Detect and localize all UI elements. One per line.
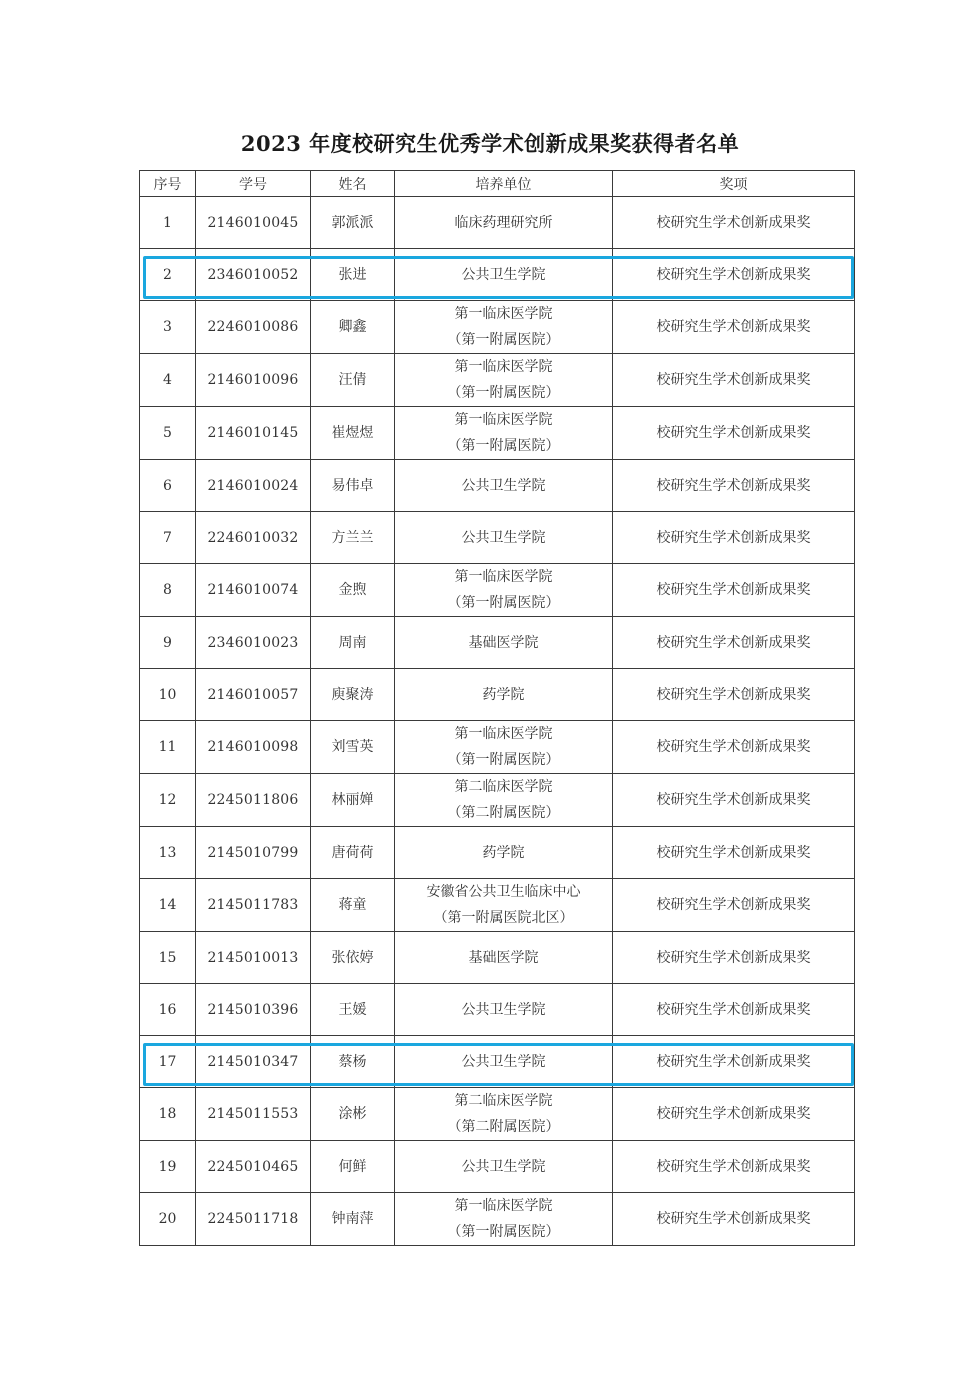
- training-unit-line: 公共卫生学院: [461, 1158, 546, 1175]
- student-name-cell: 蔡杨: [311, 1036, 395, 1088]
- table-row: [140, 984, 855, 1036]
- table-row: [140, 879, 855, 932]
- row-number-cell: 1: [140, 197, 196, 249]
- student-name-cell: 张依婷: [311, 932, 395, 984]
- row-number-cell: 18: [140, 1088, 196, 1141]
- row-number-cell: 20: [140, 1193, 196, 1246]
- training-unit-line: 第二临床医学院: [454, 779, 553, 795]
- student-id-cell: 2246010086: [196, 301, 311, 354]
- table-row: [140, 249, 855, 301]
- training-unit-cell: [395, 249, 613, 301]
- student-name-cell: 刘雪英: [311, 721, 395, 774]
- student-name-cell: 周南: [311, 617, 395, 669]
- row-number-cell: 9: [140, 617, 196, 669]
- student-id-cell: 2145011783: [196, 879, 311, 932]
- award-table: [139, 170, 855, 1246]
- training-unit-line: （第一附属医院北区）: [433, 910, 574, 926]
- training-unit-cell: [395, 827, 613, 879]
- award-cell: 校研究生学术创新成果奖: [613, 1088, 855, 1141]
- table-row: [140, 354, 855, 407]
- training-unit-line: （第一附属医院）: [447, 1224, 560, 1240]
- training-unit-cell: [395, 407, 613, 460]
- student-id-cell: 2245011718: [196, 1193, 311, 1246]
- student-name-cell: 庾聚涛: [311, 669, 395, 721]
- award-cell: 校研究生学术创新成果奖: [613, 512, 855, 564]
- table-row: [140, 1036, 855, 1088]
- award-cell: 校研究生学术创新成果奖: [613, 1036, 855, 1088]
- row-number-cell: 13: [140, 827, 196, 879]
- table-row: [140, 512, 855, 564]
- training-unit-cell: [395, 879, 613, 932]
- student-id-cell: 2246010032: [196, 512, 311, 564]
- student-id-cell: 2245010465: [196, 1141, 311, 1193]
- student-id-cell: 2146010145: [196, 407, 311, 460]
- award-cell: 校研究生学术创新成果奖: [613, 721, 855, 774]
- training-unit-cell: [395, 1036, 613, 1088]
- training-unit-line: （第二附属医院）: [447, 805, 560, 821]
- training-unit-cell: [395, 512, 613, 564]
- table-row: [140, 1141, 855, 1193]
- training-unit-line: 公共卫生学院: [461, 477, 546, 494]
- row-number-cell: 10: [140, 669, 196, 721]
- header-student-id: 学号: [196, 171, 311, 197]
- student-name-cell: 金煦: [311, 564, 395, 617]
- student-name-cell: 郭派派: [311, 197, 395, 249]
- document-title: 2023 年度校研究生优秀学术创新成果奖获得者名单: [240, 131, 740, 156]
- row-number-cell: 3: [140, 301, 196, 354]
- training-unit-cell: [395, 354, 613, 407]
- student-id-cell: 2146010074: [196, 564, 311, 617]
- training-unit-line: （第二附属医院）: [447, 1119, 560, 1135]
- training-unit-cell: [395, 301, 613, 354]
- training-unit-line: 第一临床医学院: [454, 412, 553, 428]
- student-name-cell: 唐荷荷: [311, 827, 395, 879]
- award-cell: 校研究生学术创新成果奖: [613, 932, 855, 984]
- training-unit-line: （第一附属医院）: [447, 438, 560, 454]
- row-number-cell: 17: [140, 1036, 196, 1088]
- training-unit-cell: [395, 564, 613, 617]
- student-id-cell: 2146010096: [196, 354, 311, 407]
- student-name-cell: 钟南萍: [311, 1193, 395, 1246]
- award-cell: 校研究生学术创新成果奖: [613, 249, 855, 301]
- student-id-cell: 2146010024: [196, 460, 311, 512]
- student-name-cell: 何鲜: [311, 1141, 395, 1193]
- training-unit-line: 药学院: [482, 844, 525, 861]
- student-name-cell: 崔煜煜: [311, 407, 395, 460]
- row-number-cell: 19: [140, 1141, 196, 1193]
- training-unit-cell: [395, 1193, 613, 1246]
- student-id-cell: 2145010396: [196, 984, 311, 1036]
- training-unit-line: （第一附属医院）: [447, 595, 560, 611]
- table-header-row: [140, 171, 855, 197]
- student-name-cell: 王媛: [311, 984, 395, 1036]
- table-row: [140, 301, 855, 354]
- row-number-cell: 11: [140, 721, 196, 774]
- student-name-cell: 涂彬: [311, 1088, 395, 1141]
- header-award: 奖项: [613, 171, 855, 197]
- student-id-cell: 2146010057: [196, 669, 311, 721]
- award-cell: 校研究生学术创新成果奖: [613, 564, 855, 617]
- row-number-cell: 4: [140, 354, 196, 407]
- student-id-cell: 2146010045: [196, 197, 311, 249]
- training-unit-line: 第二临床医学院: [454, 1093, 553, 1109]
- training-unit-line: 公共卫生学院: [461, 1001, 546, 1018]
- training-unit-line: 公共卫生学院: [461, 266, 546, 283]
- table-row: [140, 774, 855, 827]
- training-unit-line: 基础医学院: [468, 634, 539, 651]
- award-cell: 校研究生学术创新成果奖: [613, 617, 855, 669]
- student-name-cell: 汪倩: [311, 354, 395, 407]
- award-cell: 校研究生学术创新成果奖: [613, 984, 855, 1036]
- training-unit-line: 临床药理研究所: [454, 214, 553, 231]
- training-unit-cell: [395, 774, 613, 827]
- student-id-cell: 2145011553: [196, 1088, 311, 1141]
- table-row: [140, 460, 855, 512]
- award-cell: 校研究生学术创新成果奖: [613, 774, 855, 827]
- training-unit-cell: [395, 721, 613, 774]
- row-number-cell: 16: [140, 984, 196, 1036]
- student-id-cell: 2145010347: [196, 1036, 311, 1088]
- row-number-cell: 12: [140, 774, 196, 827]
- training-unit-line: 公共卫生学院: [461, 1053, 546, 1070]
- header-name: 姓名: [311, 171, 395, 197]
- student-id-cell: 2245011806: [196, 774, 311, 827]
- student-name-cell: 方兰兰: [311, 512, 395, 564]
- training-unit-cell: [395, 1141, 613, 1193]
- table-row: [140, 721, 855, 774]
- training-unit-line: （第一附属医院）: [447, 752, 560, 768]
- header-no: 序号: [140, 171, 196, 197]
- student-name-cell: 张进: [311, 249, 395, 301]
- award-cell: 校研究生学术创新成果奖: [613, 301, 855, 354]
- table-row: [140, 407, 855, 460]
- training-unit-line: （第一附属医院）: [447, 385, 560, 401]
- training-unit-line: 安徽省公共卫生临床中心: [426, 884, 581, 900]
- row-number-cell: 2: [140, 249, 196, 301]
- table-row: [140, 827, 855, 879]
- row-number-cell: 8: [140, 564, 196, 617]
- table-row: [140, 932, 855, 984]
- row-number-cell: 5: [140, 407, 196, 460]
- header-unit: 培养单位: [395, 171, 613, 197]
- award-cell: 校研究生学术创新成果奖: [613, 1193, 855, 1246]
- student-name-cell: 蒋童: [311, 879, 395, 932]
- training-unit-line: 第一临床医学院: [454, 1198, 553, 1214]
- row-number-cell: 7: [140, 512, 196, 564]
- student-id-cell: 2145010013: [196, 932, 311, 984]
- training-unit-line: 公共卫生学院: [461, 529, 546, 546]
- student-id-cell: 2145010799: [196, 827, 311, 879]
- student-id-cell: 2346010023: [196, 617, 311, 669]
- training-unit-cell: [395, 984, 613, 1036]
- student-name-cell: 卿鑫: [311, 301, 395, 354]
- award-cell: 校研究生学术创新成果奖: [613, 354, 855, 407]
- student-id-cell: 2346010052: [196, 249, 311, 301]
- training-unit-cell: [395, 932, 613, 984]
- table-row: [140, 669, 855, 721]
- training-unit-line: 第一临床医学院: [454, 726, 553, 742]
- training-unit-cell: [395, 669, 613, 721]
- row-number-cell: 14: [140, 879, 196, 932]
- student-name-cell: 易伟卓: [311, 460, 395, 512]
- row-number-cell: 15: [140, 932, 196, 984]
- award-cell: 校研究生学术创新成果奖: [613, 407, 855, 460]
- table-row: [140, 197, 855, 249]
- award-cell: 校研究生学术创新成果奖: [613, 879, 855, 932]
- table-row: [140, 617, 855, 669]
- award-cell: 校研究生学术创新成果奖: [613, 669, 855, 721]
- training-unit-line: 第一临床医学院: [454, 569, 553, 585]
- table-row: [140, 1088, 855, 1141]
- training-unit-cell: [395, 1088, 613, 1141]
- training-unit-line: 第一临床医学院: [454, 359, 553, 375]
- table-row: [140, 1193, 855, 1246]
- training-unit-cell: [395, 197, 613, 249]
- award-cell: 校研究生学术创新成果奖: [613, 1141, 855, 1193]
- student-id-cell: 2146010098: [196, 721, 311, 774]
- award-cell: 校研究生学术创新成果奖: [613, 827, 855, 879]
- training-unit-cell: [395, 460, 613, 512]
- award-cell: 校研究生学术创新成果奖: [613, 460, 855, 512]
- row-number-cell: 6: [140, 460, 196, 512]
- award-cell: 校研究生学术创新成果奖: [613, 197, 855, 249]
- training-unit-line: 药学院: [482, 686, 525, 703]
- training-unit-line: 基础医学院: [468, 949, 539, 966]
- training-unit-cell: [395, 617, 613, 669]
- student-name-cell: 林丽婵: [311, 774, 395, 827]
- table-body: [140, 197, 855, 1246]
- training-unit-line: （第一附属医院）: [447, 332, 560, 348]
- training-unit-line: 第一临床医学院: [454, 306, 553, 322]
- table-row: [140, 564, 855, 617]
